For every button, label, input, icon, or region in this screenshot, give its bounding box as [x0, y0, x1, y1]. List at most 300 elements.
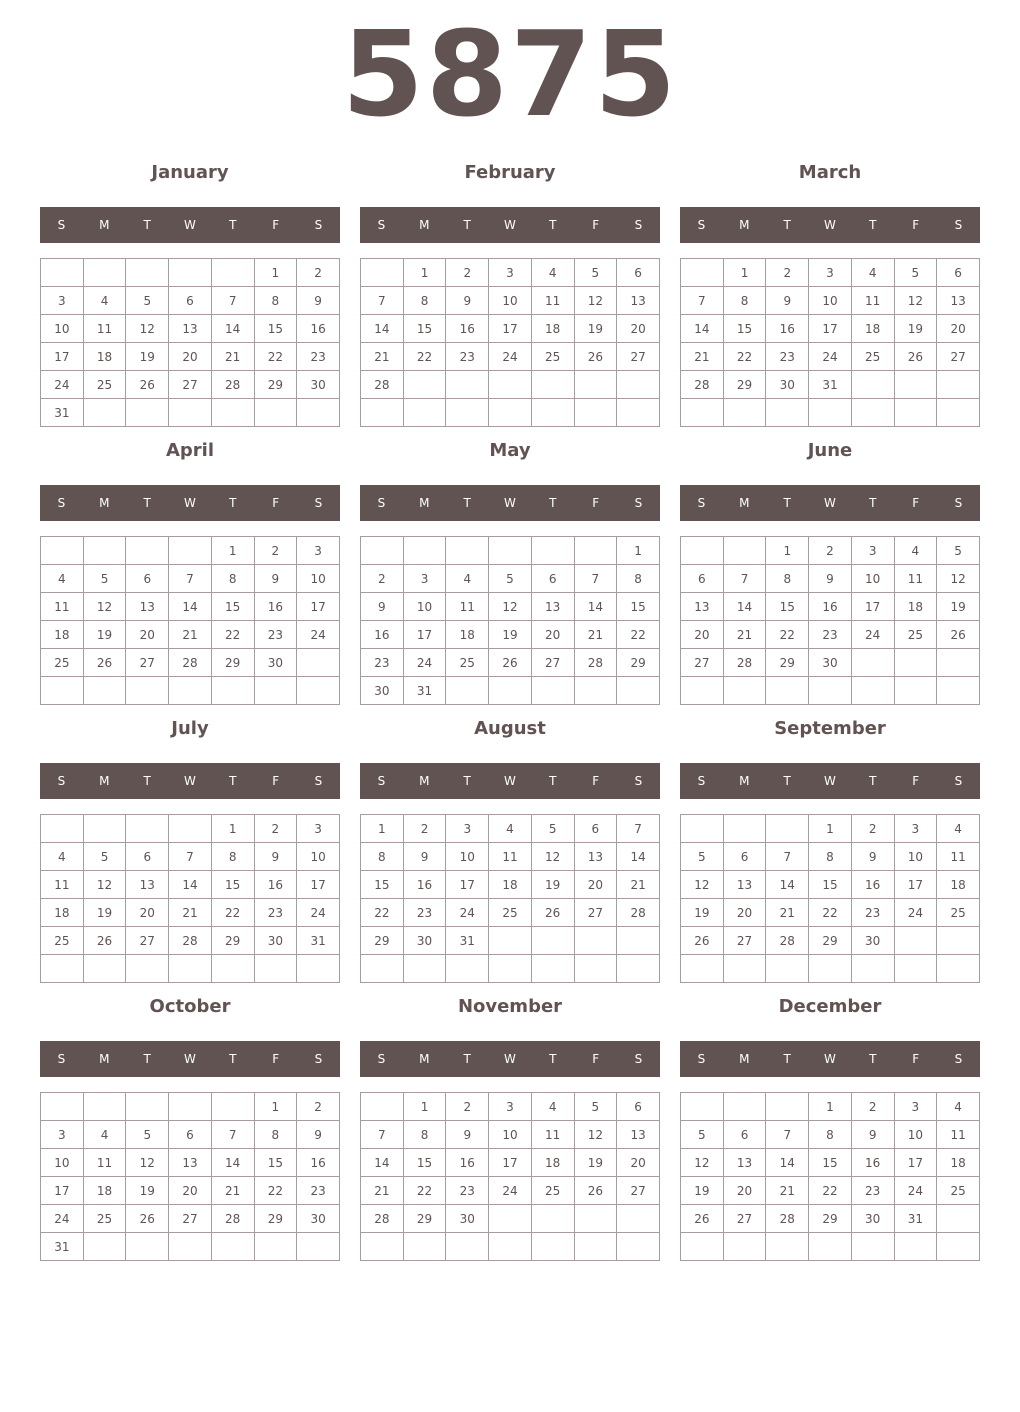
day-cell: 18: [489, 871, 532, 899]
day-cell: 14: [766, 871, 809, 899]
empty-day-cell: [851, 1233, 894, 1261]
empty-day-cell: [211, 259, 254, 287]
day-grid: [680, 258, 980, 427]
day-cell: 7: [211, 1121, 254, 1149]
day-cell: 3: [809, 259, 852, 287]
empty-day-cell: [531, 1205, 574, 1233]
weekday-header: [40, 763, 340, 799]
week-row: [681, 899, 980, 927]
day-cell: 27: [617, 1177, 660, 1205]
day-cell: 18: [446, 621, 489, 649]
weekday-header: [40, 485, 340, 521]
day-cell: 9: [361, 593, 404, 621]
day-cell: 20: [126, 899, 169, 927]
day-cell: 29: [617, 649, 660, 677]
day-cell: 16: [297, 315, 340, 343]
weekday-header: [360, 763, 660, 799]
empty-day-cell: [574, 537, 617, 565]
day-cell: 16: [403, 871, 446, 899]
empty-day-cell: [937, 649, 980, 677]
day-cell: 7: [574, 565, 617, 593]
week-row: [41, 899, 340, 927]
week-row: [361, 649, 660, 677]
day-cell: 6: [723, 843, 766, 871]
empty-day-cell: [531, 955, 574, 983]
weekday-label: F: [592, 496, 600, 510]
day-cell: 11: [851, 287, 894, 315]
empty-day-cell: [297, 1233, 340, 1261]
day-cell: 17: [297, 593, 340, 621]
day-cell: 9: [446, 1121, 489, 1149]
empty-day-cell: [446, 1233, 489, 1261]
day-cell: 11: [894, 565, 937, 593]
day-cell: 25: [937, 899, 980, 927]
day-cell: 5: [126, 287, 169, 315]
weekday-label: M: [419, 496, 430, 510]
day-cell: 25: [83, 371, 126, 399]
empty-day-cell: [617, 1205, 660, 1233]
day-cell: 23: [446, 343, 489, 371]
day-cell: 28: [723, 649, 766, 677]
day-grid: [40, 1092, 340, 1261]
year-title: 5875: [341, 5, 679, 143]
week-row: [41, 815, 340, 843]
day-cell: 23: [446, 1177, 489, 1205]
day-cell: 11: [937, 843, 980, 871]
week-row: [681, 927, 980, 955]
day-cell: 19: [574, 315, 617, 343]
day-cell: 30: [403, 927, 446, 955]
month-name: November: [457, 996, 563, 1017]
empty-day-cell: [937, 677, 980, 705]
empty-day-cell: [766, 399, 809, 427]
day-cell: 14: [617, 843, 660, 871]
month-name: May: [489, 440, 531, 461]
week-row: [681, 593, 980, 621]
day-cell: 20: [169, 343, 212, 371]
day-cell: 24: [894, 899, 937, 927]
week-row: [681, 1093, 980, 1121]
week-row: [41, 677, 340, 705]
day-cell: 23: [851, 899, 894, 927]
day-cell: 3: [41, 1121, 84, 1149]
week-row: [361, 343, 660, 371]
day-cell: 8: [809, 843, 852, 871]
empty-day-cell: [937, 927, 980, 955]
day-cell: 7: [766, 1121, 809, 1149]
day-cell: 29: [403, 1205, 446, 1233]
week-row: [361, 315, 660, 343]
week-row: [41, 871, 340, 899]
day-cell: 4: [851, 259, 894, 287]
day-cell: 22: [617, 621, 660, 649]
weekday-label: S: [377, 218, 386, 232]
day-cell: 8: [809, 1121, 852, 1149]
weekday-label: S: [314, 1052, 323, 1066]
day-cell: 16: [446, 1149, 489, 1177]
day-cell: 14: [169, 871, 212, 899]
empty-day-cell: [851, 371, 894, 399]
week-row: [361, 1205, 660, 1233]
day-cell: 29: [809, 927, 852, 955]
day-cell: 4: [83, 287, 126, 315]
day-cell: 11: [446, 593, 489, 621]
weekday-label: W: [504, 496, 516, 510]
day-cell: 6: [617, 259, 660, 287]
day-cell: 19: [894, 315, 937, 343]
weekday-label: S: [954, 218, 963, 232]
empty-day-cell: [403, 371, 446, 399]
day-cell: 7: [169, 565, 212, 593]
day-cell: 29: [766, 649, 809, 677]
day-cell: 17: [41, 343, 84, 371]
empty-day-cell: [211, 1093, 254, 1121]
weekday-header: [680, 485, 980, 521]
empty-day-cell: [126, 1093, 169, 1121]
day-cell: 6: [531, 565, 574, 593]
day-cell: 12: [894, 287, 937, 315]
day-cell: 23: [254, 899, 297, 927]
day-grid: [680, 536, 980, 705]
weekday-label: T: [229, 218, 237, 232]
week-row: [681, 871, 980, 899]
empty-day-cell: [681, 259, 724, 287]
day-cell: 8: [254, 1121, 297, 1149]
day-cell: 8: [403, 1121, 446, 1149]
empty-day-cell: [851, 677, 894, 705]
weekday-header: [680, 1041, 980, 1077]
empty-day-cell: [489, 927, 532, 955]
week-row: [681, 1205, 980, 1233]
week-row: [41, 955, 340, 983]
empty-day-cell: [126, 955, 169, 983]
empty-day-cell: [681, 1093, 724, 1121]
day-cell: 9: [766, 287, 809, 315]
week-row: [361, 871, 660, 899]
empty-day-cell: [894, 399, 937, 427]
weekday-label: M: [739, 496, 750, 510]
day-cell: 18: [41, 899, 84, 927]
day-cell: 30: [851, 927, 894, 955]
day-cell: 17: [297, 871, 340, 899]
empty-day-cell: [446, 537, 489, 565]
day-cell: 23: [851, 1177, 894, 1205]
week-row: [681, 315, 980, 343]
day-cell: 28: [574, 649, 617, 677]
day-cell: 21: [766, 899, 809, 927]
empty-day-cell: [403, 1233, 446, 1261]
empty-day-cell: [574, 399, 617, 427]
weekday-label: M: [419, 218, 430, 232]
day-cell: 15: [361, 871, 404, 899]
day-cell: 15: [211, 871, 254, 899]
day-cell: 11: [41, 871, 84, 899]
empty-day-cell: [297, 955, 340, 983]
day-cell: 13: [531, 593, 574, 621]
empty-day-cell: [531, 677, 574, 705]
weekday-header: [680, 763, 980, 799]
week-row: [41, 1121, 340, 1149]
day-cell: 28: [361, 371, 404, 399]
empty-day-cell: [169, 537, 212, 565]
day-cell: 22: [254, 1177, 297, 1205]
day-grid: [40, 536, 340, 705]
week-row: [361, 399, 660, 427]
day-cell: 1: [254, 1093, 297, 1121]
day-cell: 21: [169, 899, 212, 927]
day-cell: 25: [851, 343, 894, 371]
day-cell: 15: [403, 315, 446, 343]
day-cell: 31: [403, 677, 446, 705]
day-cell: 25: [41, 927, 84, 955]
day-cell: 18: [83, 1177, 126, 1205]
empty-day-cell: [809, 1233, 852, 1261]
day-cell: 27: [126, 649, 169, 677]
day-cell: 5: [937, 537, 980, 565]
weekday-header: [360, 207, 660, 243]
empty-day-cell: [126, 259, 169, 287]
day-cell: 7: [723, 565, 766, 593]
weekday-label: S: [57, 218, 66, 232]
empty-day-cell: [894, 677, 937, 705]
day-cell: 2: [851, 1093, 894, 1121]
month-name: October: [149, 996, 231, 1017]
month-name: July: [171, 718, 209, 739]
day-cell: 5: [83, 843, 126, 871]
week-row: [41, 927, 340, 955]
week-row: [361, 621, 660, 649]
day-cell: 7: [211, 287, 254, 315]
week-row: [41, 1093, 340, 1121]
day-cell: 13: [937, 287, 980, 315]
empty-day-cell: [403, 399, 446, 427]
day-cell: 14: [361, 315, 404, 343]
day-cell: 26: [531, 899, 574, 927]
weekday-label: W: [824, 1052, 836, 1066]
day-cell: 5: [681, 1121, 724, 1149]
day-cell: 11: [41, 593, 84, 621]
empty-day-cell: [489, 1233, 532, 1261]
day-cell: 28: [211, 371, 254, 399]
week-row: [361, 1177, 660, 1205]
empty-day-cell: [617, 371, 660, 399]
empty-day-cell: [211, 955, 254, 983]
day-cell: 7: [361, 1121, 404, 1149]
weekday-label: S: [314, 496, 323, 510]
empty-day-cell: [489, 537, 532, 565]
weekday-label: S: [634, 1052, 643, 1066]
day-grid: [360, 258, 660, 427]
day-cell: 21: [617, 871, 660, 899]
day-cell: 18: [531, 315, 574, 343]
day-cell: 4: [894, 537, 937, 565]
empty-day-cell: [574, 677, 617, 705]
day-cell: 19: [126, 343, 169, 371]
empty-day-cell: [937, 1233, 980, 1261]
day-grid: [360, 1092, 660, 1261]
weekday-label: T: [143, 218, 151, 232]
day-cell: 5: [574, 259, 617, 287]
day-cell: 10: [489, 1121, 532, 1149]
weekday-label: W: [504, 774, 516, 788]
day-cell: 11: [83, 1149, 126, 1177]
day-grid: [360, 536, 660, 705]
day-cell: 13: [126, 593, 169, 621]
empty-day-cell: [681, 955, 724, 983]
day-cell: 20: [617, 1149, 660, 1177]
empty-day-cell: [126, 1233, 169, 1261]
weekday-label: S: [634, 774, 643, 788]
weekday-label: T: [463, 774, 471, 788]
week-row: [41, 1233, 340, 1261]
day-cell: 10: [894, 1121, 937, 1149]
day-cell: 22: [254, 343, 297, 371]
weekday-label: M: [739, 774, 750, 788]
empty-day-cell: [446, 677, 489, 705]
day-cell: 14: [211, 1149, 254, 1177]
empty-day-cell: [489, 955, 532, 983]
day-cell: 6: [126, 843, 169, 871]
week-row: [681, 343, 980, 371]
empty-day-cell: [169, 677, 212, 705]
day-cell: 28: [617, 899, 660, 927]
day-cell: 17: [403, 621, 446, 649]
day-cell: 14: [211, 315, 254, 343]
empty-day-cell: [126, 677, 169, 705]
week-row: [681, 287, 980, 315]
day-cell: 13: [723, 871, 766, 899]
day-cell: 23: [403, 899, 446, 927]
week-row: [361, 259, 660, 287]
day-cell: 26: [681, 927, 724, 955]
day-cell: 8: [723, 287, 766, 315]
empty-day-cell: [169, 259, 212, 287]
day-cell: 7: [361, 287, 404, 315]
weekday-label: T: [869, 774, 877, 788]
day-cell: 13: [617, 1121, 660, 1149]
day-cell: 10: [809, 287, 852, 315]
empty-day-cell: [851, 649, 894, 677]
empty-day-cell: [297, 649, 340, 677]
weekday-label: S: [697, 496, 706, 510]
day-cell: 2: [446, 1093, 489, 1121]
day-cell: 8: [361, 843, 404, 871]
empty-day-cell: [169, 815, 212, 843]
empty-day-cell: [766, 677, 809, 705]
day-cell: 6: [681, 565, 724, 593]
weekday-label: T: [549, 1052, 557, 1066]
empty-day-cell: [531, 1233, 574, 1261]
weekday-header: [680, 207, 980, 243]
week-row: [361, 815, 660, 843]
day-cell: 22: [361, 899, 404, 927]
weekday-label: W: [184, 218, 196, 232]
day-cell: 23: [254, 621, 297, 649]
day-cell: 4: [83, 1121, 126, 1149]
day-cell: 18: [851, 315, 894, 343]
week-row: [361, 843, 660, 871]
day-cell: 11: [531, 287, 574, 315]
empty-day-cell: [403, 955, 446, 983]
day-cell: 30: [254, 927, 297, 955]
day-cell: 24: [403, 649, 446, 677]
day-cell: 1: [403, 259, 446, 287]
week-row: [681, 843, 980, 871]
month-name: September: [774, 718, 886, 739]
day-cell: 6: [169, 1121, 212, 1149]
day-cell: 30: [851, 1205, 894, 1233]
day-cell: 7: [617, 815, 660, 843]
weekday-label: T: [463, 1052, 471, 1066]
empty-day-cell: [574, 927, 617, 955]
day-cell: 8: [766, 565, 809, 593]
empty-day-cell: [41, 955, 84, 983]
day-cell: 15: [254, 315, 297, 343]
day-cell: 21: [211, 1177, 254, 1205]
day-cell: 22: [211, 899, 254, 927]
empty-day-cell: [489, 399, 532, 427]
empty-day-cell: [531, 927, 574, 955]
week-row: [681, 1121, 980, 1149]
weekday-label: T: [463, 218, 471, 232]
day-cell: 22: [723, 343, 766, 371]
day-cell: 20: [169, 1177, 212, 1205]
week-row: [681, 815, 980, 843]
weekday-label: T: [869, 496, 877, 510]
empty-day-cell: [617, 927, 660, 955]
weekday-label: T: [143, 496, 151, 510]
empty-day-cell: [617, 677, 660, 705]
day-cell: 1: [617, 537, 660, 565]
day-cell: 2: [361, 565, 404, 593]
day-cell: 11: [83, 315, 126, 343]
day-cell: 14: [723, 593, 766, 621]
day-cell: 6: [574, 815, 617, 843]
weekday-label: S: [57, 1052, 66, 1066]
week-row: [41, 621, 340, 649]
empty-day-cell: [574, 1233, 617, 1261]
empty-day-cell: [723, 1233, 766, 1261]
day-cell: 12: [126, 1149, 169, 1177]
day-cell: 12: [681, 1149, 724, 1177]
month-name: February: [464, 162, 556, 183]
day-cell: 15: [617, 593, 660, 621]
weekday-label: T: [783, 1052, 791, 1066]
day-cell: 23: [766, 343, 809, 371]
empty-day-cell: [531, 537, 574, 565]
week-row: [361, 899, 660, 927]
week-row: [681, 621, 980, 649]
day-cell: 20: [681, 621, 724, 649]
day-cell: 24: [851, 621, 894, 649]
week-row: [41, 287, 340, 315]
empty-day-cell: [617, 399, 660, 427]
weekday-label: F: [912, 496, 920, 510]
day-cell: 11: [489, 843, 532, 871]
day-cell: 3: [894, 815, 937, 843]
week-row: [361, 593, 660, 621]
day-cell: 21: [766, 1177, 809, 1205]
day-cell: 1: [254, 259, 297, 287]
day-cell: 27: [723, 927, 766, 955]
day-cell: 19: [681, 1177, 724, 1205]
weekday-label: F: [272, 774, 280, 788]
day-cell: 29: [254, 1205, 297, 1233]
empty-day-cell: [851, 399, 894, 427]
empty-day-cell: [41, 1093, 84, 1121]
day-cell: 20: [531, 621, 574, 649]
week-row: [681, 259, 980, 287]
